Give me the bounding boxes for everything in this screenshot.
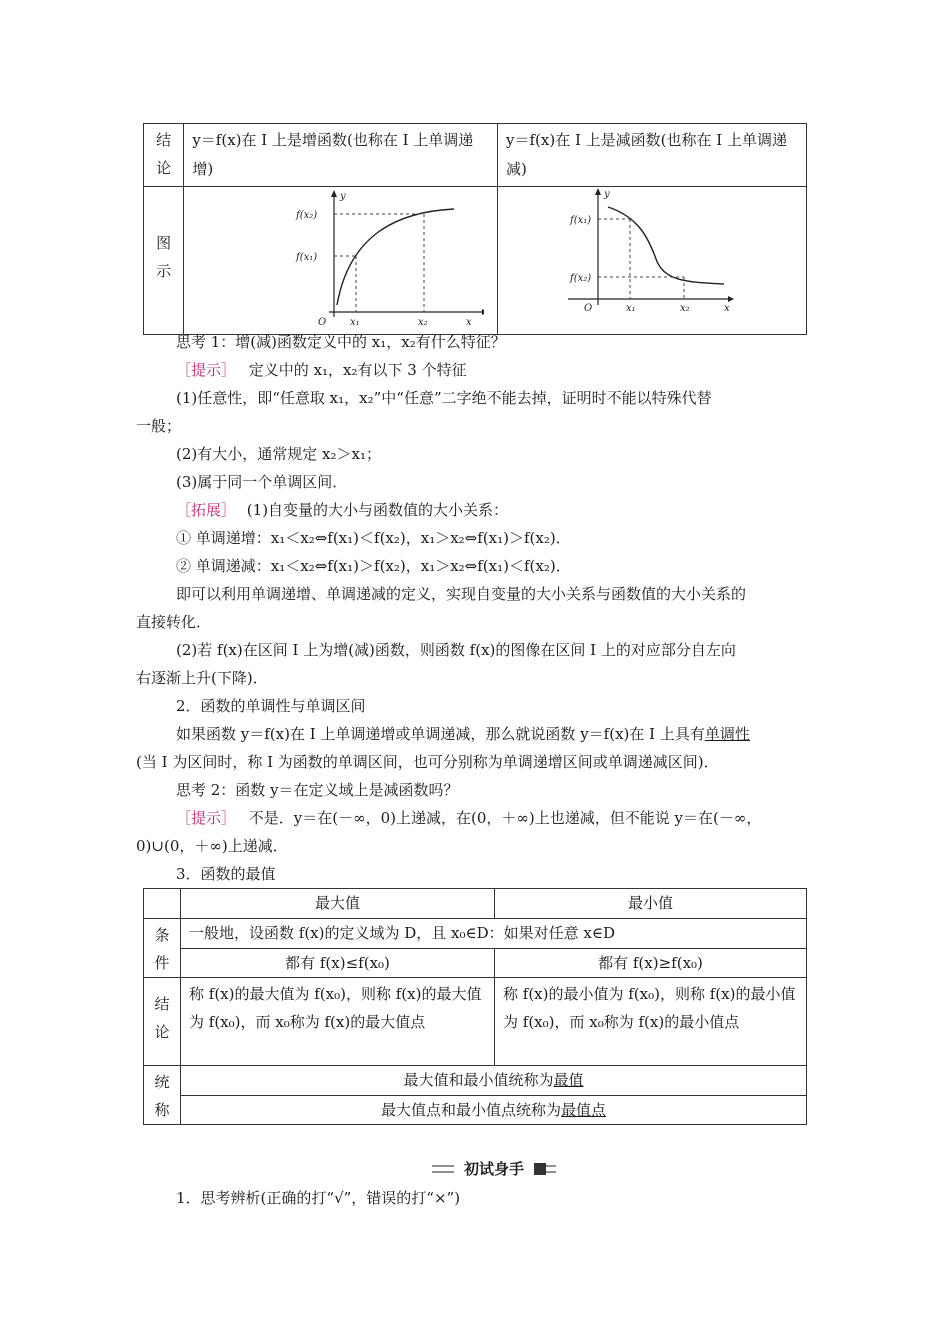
fx2-label: f(x₂) <box>296 210 318 221</box>
conclusion-max: 称 f(x)的最大值为 f(x₀)，则称 f(x)的最大值为 f(x₀)，而 x₀称为 f(x)的最大值点 <box>181 978 495 1066</box>
conclusion-min: 称 f(x)的最小值为 f(x₀)，则称 f(x)的最小值为 f(x₀)，而 x₀称为 f(x)的最小值点 <box>495 978 807 1066</box>
think1-point1a: (1)任意性，即“任意取 x₁，x₂”中“任意”二字绝不能去掉，证明时不能以特殊代替 <box>176 389 712 407</box>
extend-para2-a: (2)若 f(x)在区间 I 上为增(减)函数，则函数 f(x)的图像在区间 I 上的对应部分自左向 <box>176 641 736 659</box>
think2-hint-b: 0)∪(0，＋∞)上递减． <box>136 837 288 855</box>
extend-decreasing: ② 单调递减：x₁＜x₂⇔f(x₁)＞f(x₂)，x₁＞x₂⇔f(x₁)＜f(x₂)． <box>176 557 571 575</box>
fx1-label-dec: f(x₁) <box>570 215 592 226</box>
think2-question: 思考 2：函数 y＝在定义域上是减函数吗？ <box>176 781 459 799</box>
extend-increasing: ① 单调递增：x₁＜x₂⇔f(x₁)＜f(x₂)，x₁＞x₂⇔f(x₁)＞f(x₂)． <box>176 529 571 547</box>
conclusion-increasing: y＝f(x)在 I 上是增函数(也称在 I 上单调递增) <box>184 124 498 187</box>
conclusion-decreasing: y＝f(x)在 I 上是减函数(也称在 I 上单调递减) <box>498 124 807 187</box>
unify-extremum-text: 最大值和最小值统称为 <box>403 1071 554 1089</box>
banner-text: 初试身手 <box>463 1160 524 1178</box>
fx1-label: f(x₁) <box>296 252 318 263</box>
x2-label-dec: x₂ <box>680 303 690 314</box>
monotonic-table <box>143 123 807 335</box>
increasing-function-graph <box>184 187 484 327</box>
condition-text: 一般地，设函数 f(x)的定义域为 D，且 x₀∈D：如果对任意 x∈D <box>181 919 807 949</box>
graph-label: 图 示 <box>144 187 184 335</box>
think1-point3: (3)属于同一个单调区间． <box>176 473 348 491</box>
section2-para-a <box>176 724 750 744</box>
unify-extremum-point <box>181 1096 807 1125</box>
axis-x-label: x <box>466 317 472 327</box>
unify-extremum <box>181 1066 807 1096</box>
term-extremum: 最值 <box>553 1071 584 1089</box>
extend-tag: ［拓展］ <box>176 501 237 519</box>
graph-decreasing-cell <box>498 187 807 335</box>
x1-label-dec: x₁ <box>626 303 636 314</box>
axis-y-label: y <box>340 191 346 202</box>
corner-cell <box>144 889 181 919</box>
hint-text-2a: 不是．y＝在(－∞，0)上递减，在(0，＋∞)上也递减，但不能说 y＝在(－∞， <box>248 809 762 827</box>
origin-label-dec: O <box>584 303 593 314</box>
extend-heading <box>176 500 508 520</box>
extend-para-a: 即可以利用单调递增、单调递减的定义，实现自变量的大小关系与函数值的大小关系的 <box>176 585 747 603</box>
header-max: 最大值 <box>181 889 495 919</box>
condition-max: 都有 f(x)≤f(x₀) <box>181 948 495 978</box>
section2-para-a-text: 如果函数 y＝f(x)在 I 上单调递增或单调递减，那么就说函数 y＝f(x)在 I 上具有 <box>176 725 705 743</box>
header-min: 最小值 <box>495 889 807 919</box>
axis-y-label-dec: y <box>604 189 610 200</box>
think1-question: 思考 1：增(减)函数定义中的 x₁，x₂有什么特征？ <box>176 333 506 351</box>
hint-text: 定义中的 x₁，x₂有以下 3 个特征 <box>248 361 467 379</box>
think1-point2: (2)有大小，通常规定 x₂＞x₁； <box>176 445 381 463</box>
extend-para-b: 直接转化． <box>136 613 212 631</box>
graph-increasing-cell <box>184 187 498 335</box>
origin-label: O <box>318 317 327 327</box>
extend-para2-b: 右逐渐上升(下降)． <box>136 669 268 687</box>
practice-banner <box>432 1158 556 1180</box>
fx2-label-dec: f(x₂) <box>570 273 592 284</box>
extend-text: (1)自变量的大小与函数值的大小关系： <box>246 501 509 519</box>
term-extremum-point: 最值点 <box>561 1101 607 1119</box>
think1-hint <box>176 360 467 380</box>
condition-label: 条 件 <box>144 919 181 978</box>
section3-title: 3．函数的最值 <box>176 865 276 883</box>
term-monotonicity: 单调性 <box>704 725 750 743</box>
conclusion-label-2: 结 论 <box>144 978 181 1066</box>
x2-label: x₂ <box>418 317 428 327</box>
decreasing-function-graph <box>498 187 806 327</box>
section2-para-b: (当 I 为区间时，称 I 为函数的单调区间，也可分别称为单调递增区间或单调递减区间)． <box>136 753 719 771</box>
unify-extremum-point-text: 最大值点和最小值点统称为 <box>380 1101 561 1119</box>
think2-hint <box>176 808 761 828</box>
hint-tag-2: ［提示］ <box>176 809 237 827</box>
condition-min: 都有 f(x)≥f(x₀) <box>495 948 807 978</box>
section2-title: 2．函数的单调性与单调区间 <box>176 697 366 715</box>
axis-x-label-dec: x <box>724 303 730 314</box>
conclusion-label: 结 论 <box>144 124 184 187</box>
unify-label: 统 称 <box>144 1066 181 1125</box>
think1-point1b: 一般； <box>136 417 182 435</box>
x1-label: x₁ <box>350 317 360 327</box>
extreme-value-table <box>143 888 807 1125</box>
practice-question-1: 1．思考辨析(正确的打“√”，错误的打“×”) <box>176 1189 461 1207</box>
hint-tag: ［提示］ <box>176 361 237 379</box>
